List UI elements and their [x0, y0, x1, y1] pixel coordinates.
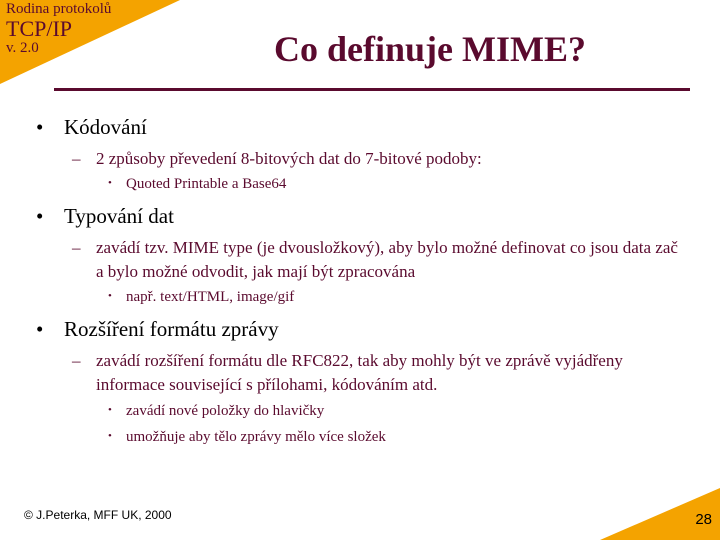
- dash-icon: –: [72, 351, 81, 370]
- title-divider: [54, 88, 690, 91]
- sub-bullet-rfc822: – zavádí rozšíření formátu dle RFC822, tak aby mohly být ve zprávě vyjádřeny informace související s přílohami, kódováním atd.: [72, 351, 623, 394]
- bullet-label: Rozšíření formátu zprávy: [64, 317, 279, 341]
- series-brand: [6, 2, 111, 56]
- footer-copyright: © J.Peterka, MFF UK, 2000: [24, 508, 172, 522]
- bullet-kodovani: [36, 115, 147, 140]
- small-bullet-icon: •: [108, 404, 112, 416]
- sub-sub-bullet-multipart: • umožňuje aby tělo zprávy mělo více složek: [108, 429, 386, 445]
- brand-version: v. 2.0: [6, 40, 39, 56]
- small-bullet-icon: •: [108, 290, 112, 302]
- dash-icon: –: [72, 238, 81, 257]
- sub-sub-bullet-qp-base64: • Quoted Printable a Base64: [108, 176, 287, 192]
- bullet-dot-icon: •: [36, 115, 44, 139]
- sub-bullet-encoding-methods: – 2 způsoby převedení 8-bitových dat do 7-bitové podoby:: [72, 147, 682, 171]
- bullet-rozsireni-formatu: [36, 317, 279, 342]
- bullet-label: Kódování: [64, 115, 147, 139]
- bullet-typovani-dat: [36, 204, 174, 229]
- dash-icon: –: [72, 149, 81, 168]
- sub-sub-bullet-mime-examples: • např. text/HTML, image/gif: [108, 289, 295, 305]
- bullet-label: Typování dat: [64, 204, 174, 228]
- sub-sub-bullet-header-fields: • zavádí nové položky do hlavičky: [108, 403, 325, 419]
- brand-series-name: Rodina protokolů: [6, 1, 112, 17]
- bullet-dot-icon: •: [36, 317, 44, 341]
- slide-title: Co definuje MIME?: [274, 29, 586, 69]
- page-number: 28: [695, 511, 712, 528]
- small-bullet-icon: •: [108, 177, 112, 189]
- bullet-dot-icon: •: [36, 204, 44, 228]
- sub-bullet-mime-type: – zavádí tzv. MIME type (je dvousložkový), aby bylo možné definovat co jsou data zač a bylo možné odvodit, jak mají být zpracována: [72, 238, 678, 281]
- small-bullet-icon: •: [108, 430, 112, 442]
- brand-protocol-name: TCP/IP: [6, 16, 73, 41]
